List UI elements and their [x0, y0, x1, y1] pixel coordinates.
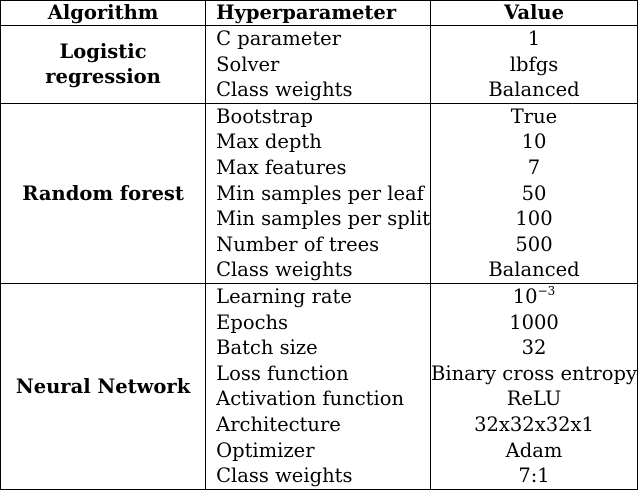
param-name: Epochs	[206, 310, 431, 336]
param-name: Class weights	[206, 463, 431, 489]
param-value: 32x32x32x1	[431, 412, 638, 438]
table-row	[1, 26, 638, 52]
param-name: Min samples per split	[206, 206, 431, 232]
param-value-base: 10	[512, 284, 538, 308]
header-hyperparameter: Hyperparameter	[206, 1, 431, 26]
param-value: 500	[431, 232, 638, 258]
param-value: Balanced	[431, 257, 638, 283]
param-value: lbfgs	[431, 52, 638, 78]
param-name: Class weights	[206, 257, 431, 283]
param-name: Activation function	[206, 386, 431, 412]
table-row	[1, 283, 638, 309]
param-value-exponent: −3	[537, 283, 556, 298]
algorithm-name-neural-network: Neural Network	[1, 283, 206, 489]
param-name: Max features	[206, 155, 431, 181]
param-name: Solver	[206, 52, 431, 78]
param-value: 100	[431, 206, 638, 232]
table-row	[1, 103, 638, 129]
param-value: 32	[431, 335, 638, 361]
algorithm-name-logistic-regression: Logistic regression	[1, 26, 206, 104]
param-value	[431, 283, 638, 309]
param-value: Adam	[431, 438, 638, 464]
param-name: Architecture	[206, 412, 431, 438]
param-name: Max depth	[206, 129, 431, 155]
param-name: C parameter	[206, 26, 431, 52]
param-value: ReLU	[431, 386, 638, 412]
param-name: Batch size	[206, 335, 431, 361]
header-algorithm: Algorithm	[1, 1, 206, 26]
param-value: 1000	[431, 310, 638, 336]
table-body	[1, 26, 638, 490]
param-value: 50	[431, 181, 638, 207]
header-value: Value	[431, 1, 638, 26]
param-name: Learning rate	[206, 283, 431, 309]
param-value: 10	[431, 129, 638, 155]
header-row	[1, 1, 638, 26]
param-value: Balanced	[431, 77, 638, 103]
param-value: 1	[431, 26, 638, 52]
param-name: Number of trees	[206, 232, 431, 258]
param-value: True	[431, 103, 638, 129]
algorithm-name-random-forest: Random forest	[1, 103, 206, 283]
param-name: Loss function	[206, 361, 431, 387]
param-name: Class weights	[206, 77, 431, 103]
param-name: Bootstrap	[206, 103, 431, 129]
param-name: Optimizer	[206, 438, 431, 464]
param-value: Binary cross entropy	[431, 361, 637, 385]
param-value: 7	[431, 155, 638, 181]
param-value: 7:1	[431, 463, 638, 489]
param-name: Min samples per leaf	[206, 181, 431, 207]
